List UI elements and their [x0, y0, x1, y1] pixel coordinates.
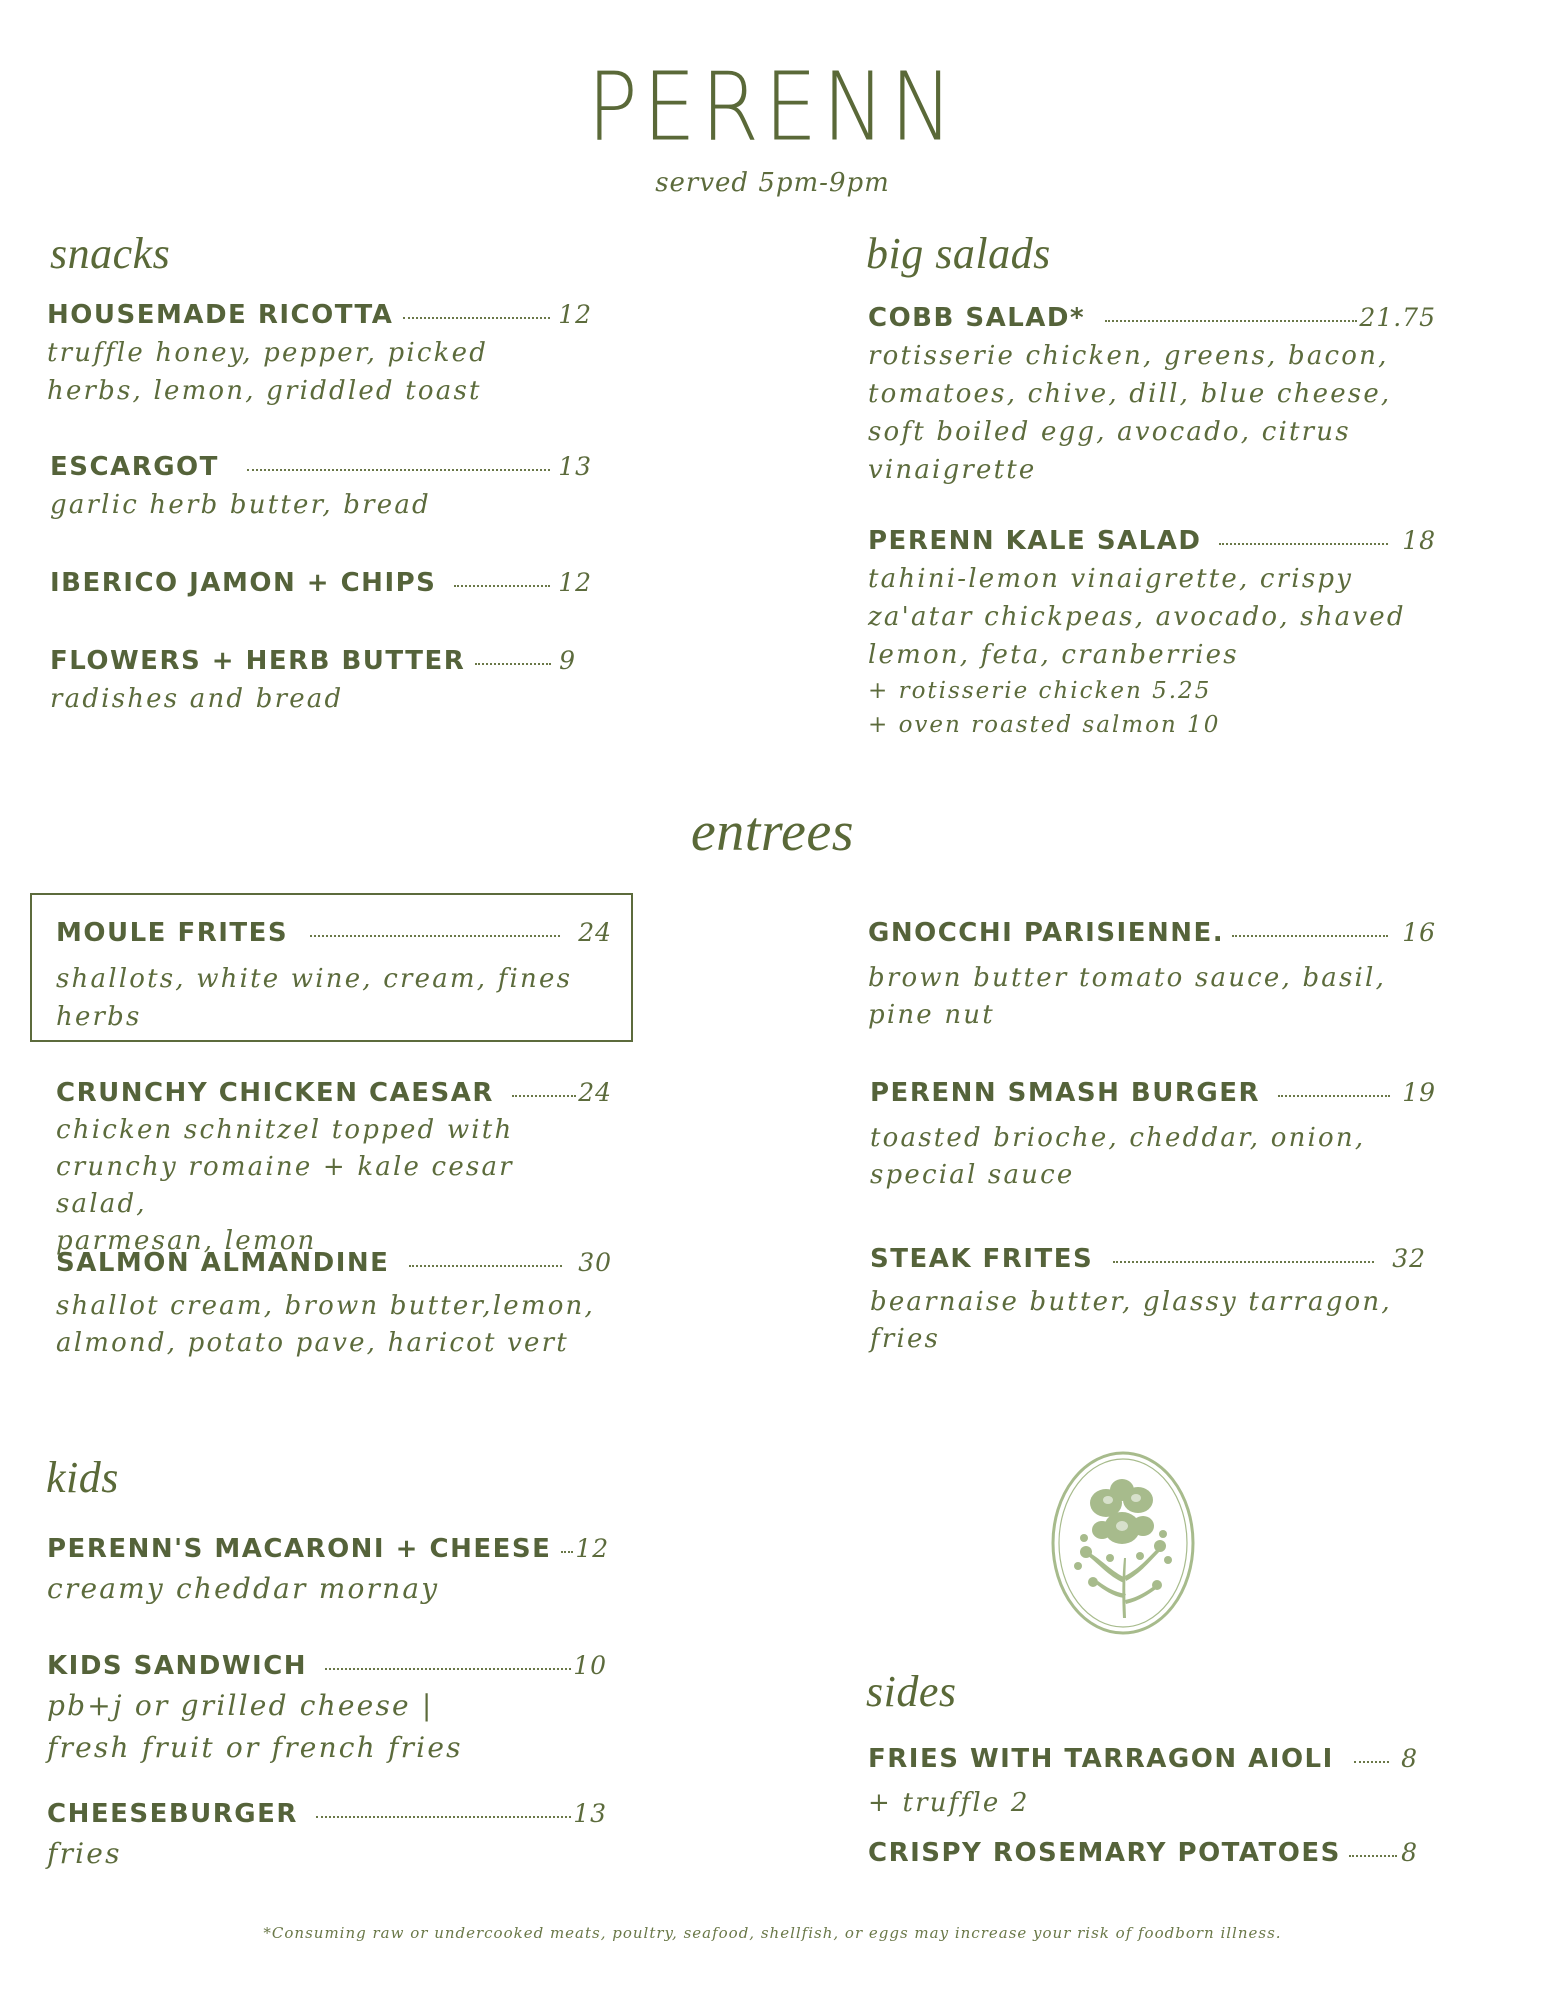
item-price: 12 [558, 300, 592, 329]
item-description: radishes and bread [50, 684, 344, 714]
item-price: 8 [1401, 1744, 1418, 1773]
item-description: truffle honey, pepper, picked herbs, lemon, griddled toast [47, 338, 489, 406]
menu-item [868, 918, 1436, 1034]
item-description: rotisserie chicken, greens, bacon, tomatoes, chive, dill, blue cheese, soft boiled egg, avocado, citrus vinaigrette [868, 341, 1392, 485]
item-addon: + truffle 2 [868, 1788, 1030, 1818]
item-description: creamy cheddar mornay [47, 1572, 440, 1605]
leader-dots [1354, 1761, 1389, 1763]
leader-dots [454, 585, 550, 587]
item-description: toasted brioche, cheddar, onion, special sauce [870, 1123, 1366, 1190]
item-price: 21.75 [1359, 303, 1436, 332]
section-title-kids: kids [46, 1453, 119, 1502]
item-name: HOUSEMADE RICOTTA [47, 300, 394, 330]
item-name: GNOCCHI PARISIENNE. [868, 918, 1225, 948]
item-price: 12 [575, 1534, 610, 1563]
item-name: ESCARGOT [50, 452, 219, 482]
menu-item [56, 918, 612, 1036]
menu-item [50, 568, 592, 598]
item-name: MOULE FRITES [56, 918, 289, 948]
menu-item [50, 452, 592, 524]
leader-dots [561, 1551, 573, 1553]
item-name: PERENN KALE SALAD [868, 526, 1202, 556]
menu-item [47, 1651, 607, 1769]
leader-dots [475, 663, 551, 665]
menu-item [47, 300, 592, 410]
menu-item [868, 1744, 1428, 1822]
item-price: 13 [558, 452, 592, 481]
item-description: fries [47, 1837, 122, 1870]
item-price: 8 [1401, 1838, 1418, 1867]
leader-dots [325, 1668, 571, 1670]
item-price: 9 [559, 646, 576, 675]
section-title-big-salads: big salads [866, 229, 1051, 278]
item-name: CRUNCHY CHICKEN CAESAR [56, 1078, 494, 1108]
leader-dots [1113, 1261, 1374, 1263]
item-name: IBERICO JAMON + CHIPS [50, 568, 437, 598]
menu-item [50, 646, 590, 718]
leader-dots [1278, 1095, 1390, 1097]
item-price: 24 [578, 1078, 612, 1107]
item-description: shallot cream, brown butter,lemon, almond, potato pave, haricot vert [56, 1291, 595, 1358]
menu-item [870, 1244, 1426, 1358]
menu-item [868, 1838, 1428, 1868]
item-name: COBB SALAD* [868, 303, 1086, 333]
item-description: pb+j or grilled cheese | fresh fruit or french fries [47, 1689, 463, 1764]
item-name: CHEESEBURGER [47, 1799, 298, 1829]
menu-item [870, 1078, 1436, 1194]
section-title-snacks: snacks [50, 229, 171, 278]
leader-dots [247, 469, 550, 471]
item-name: FRIES WITH TARRAGON AIOLI [868, 1744, 1334, 1774]
item-name: SALMON ALMANDINE [56, 1248, 390, 1278]
flower-emblem-icon [1048, 1448, 1198, 1643]
leader-dots [1349, 1855, 1397, 1857]
menu-item [47, 1534, 610, 1610]
item-description: brown butter tomato sauce, basil, pine nut [868, 963, 1387, 1030]
item-price: 16 [1402, 918, 1436, 947]
item-price: 12 [558, 568, 592, 597]
menu-item [56, 1078, 612, 1260]
leader-dots [1105, 320, 1357, 322]
leader-dots [316, 1816, 571, 1818]
brand-title: PERENN [587, 52, 958, 162]
item-name: STEAK FRITES [870, 1244, 1094, 1274]
item-price: 13 [573, 1799, 607, 1828]
item-description: chicken schnitzel topped with crunchy romaine + kale cesar salad, parmesan, lemon [56, 1115, 514, 1256]
section-title-entrees: entrees [690, 801, 855, 863]
item-name: KIDS SANDWICH [47, 1651, 308, 1681]
menu-item [868, 303, 1436, 489]
item-price: 24 [578, 918, 612, 947]
leader-dots [1232, 935, 1388, 937]
item-name: CRISPY ROSEMARY POTATOES [868, 1838, 1341, 1868]
leader-dots [409, 1265, 562, 1267]
item-name: FLOWERS + HERB BUTTER [50, 646, 466, 676]
item-addons: + rotisserie chicken 5.25 + oven roasted salmon 10 [868, 678, 1221, 738]
leader-dots [403, 317, 550, 319]
footnote: *Consuming raw or undercooked meats, poultry, seafood, shellfish, or eggs may increase your risk of foodborn illness. [263, 1924, 1282, 1942]
section-title-sides: sides [866, 1667, 957, 1716]
leader-dots [310, 935, 560, 937]
menu-item [47, 1799, 607, 1875]
item-name: PERENN SMASH BURGER [870, 1078, 1260, 1108]
menu-item [868, 526, 1436, 742]
leader-dots [1219, 543, 1388, 545]
served-hours: served 5pm-9pm [655, 168, 890, 198]
item-description: shallots, white wine, cream, fines herbs [56, 964, 573, 1032]
item-description: bearnaise butter, glassy tarragon, fries [870, 1287, 1392, 1354]
menu-item [56, 1248, 612, 1362]
item-description: garlic herb butter, bread [50, 490, 431, 520]
item-name: PERENN'S MACARONI + CHEESE [47, 1534, 552, 1564]
item-price: 19 [1402, 1078, 1436, 1107]
item-price: 18 [1402, 526, 1436, 555]
item-price: 30 [578, 1248, 612, 1277]
leader-dots [512, 1095, 576, 1097]
item-price: 10 [573, 1651, 607, 1680]
item-description: tahini-lemon vinaigrette, crispy za'atar chickpeas, avocado, shaved lemon, feta, cranberries [868, 564, 1406, 670]
item-price: 32 [1392, 1244, 1426, 1273]
